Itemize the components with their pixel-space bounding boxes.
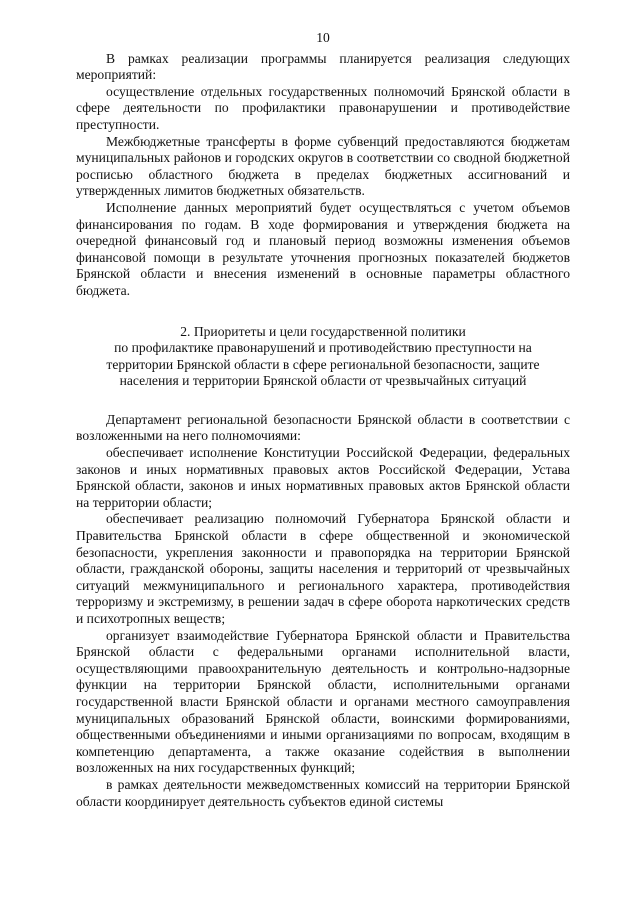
paragraph-measures: осуществление отдельных государственных полномочий Брянской области в сфере деятельности по профилактики правонарушении и противодействие преступности.: [76, 83, 570, 132]
document-page: [76, 30, 570, 810]
paragraph-intro: В рамках реализации программы планируется реализация следующих мероприятий:: [76, 50, 570, 83]
paragraph-commissions: в рамках деятельности межведомственных комиссий на территории Брянской области координирует деятельность субъектов единой системы: [76, 776, 570, 809]
section-heading-line: по профилактике правонарушений и противодействию преступности на: [114, 340, 532, 356]
paragraph-powers: обеспечивает реализацию полномочий Губернатора Брянской области и Правительства Брянской области в сфере общественной и экономической безопасности, укрепления законности и правопорядка на территории Брянской области, гражданской обороны, защиты населения и территорий от чрезвычайных ситуаций межмуниципального и регионального характера, противодействия терроризму и экстремизму, в решении задач в сфере оборота наркотических средств и психотропных веществ;: [76, 511, 570, 626]
paragraph-interaction: организует взаимодействие Губернатора Брянской области и Правительства Брянской области с федеральными органами исполнительной власти, осуществляющими правоохранительную деятельность и контрольно-надзорные функции на территории Брянской области, исполнительными органами государственной власти Брянской области и органами местного самоуправления муниципальных образований Брянской области, воинскими формированиями, общественными объединениями и иными организациями по вопросам, входящим в компетенцию департамента, а также оказание содействия в выполнении возложенных на них государственных функций;: [76, 627, 570, 776]
paragraph-execution: Исполнение данных мероприятий будет осуществляться с учетом объемов финансирования по годам. В ходе формирования и утверждения бюджета на очередной финансовый год и плановый период возможны изменения объемов финансовой помощи в результате уточнения прогнозных показателей бюджетов Брянской области и внесения изменений в основные параметры областного бюджета.: [76, 199, 570, 298]
section-heading: [76, 324, 570, 390]
paragraph-department: Департамент региональной безопасности Брянской области в соответствии с возложенными на него полномочиями:: [76, 411, 570, 444]
section-heading-line: 2. Приоритеты и цели государственной политики: [180, 323, 466, 339]
paragraph-constitution: обеспечивает исполнение Конституции Российской Федерации, федеральных законов и иных нормативных правовых актов Российской Федерации, Устава Брянской области, законов и иных нормативных правовых актов Брянской области на территории области;: [76, 445, 570, 510]
paragraph-transfers: Межбюджетные трансферты в форме субвенций предоставляются бюджетам муниципальных районов и городских округов в соответствии со сводной бюджетной росписью областного бюджета в пределах бюджетных ассигнований и утвержденных лимитов бюджетных обязательств.: [76, 133, 570, 199]
section-heading-line: территории Брянской области в сфере региональной безопасности, защите: [106, 356, 540, 372]
section-heading-line: населения и территории Брянской области от чрезвычайных ситуаций: [119, 373, 527, 389]
page-number: 10: [316, 30, 330, 45]
